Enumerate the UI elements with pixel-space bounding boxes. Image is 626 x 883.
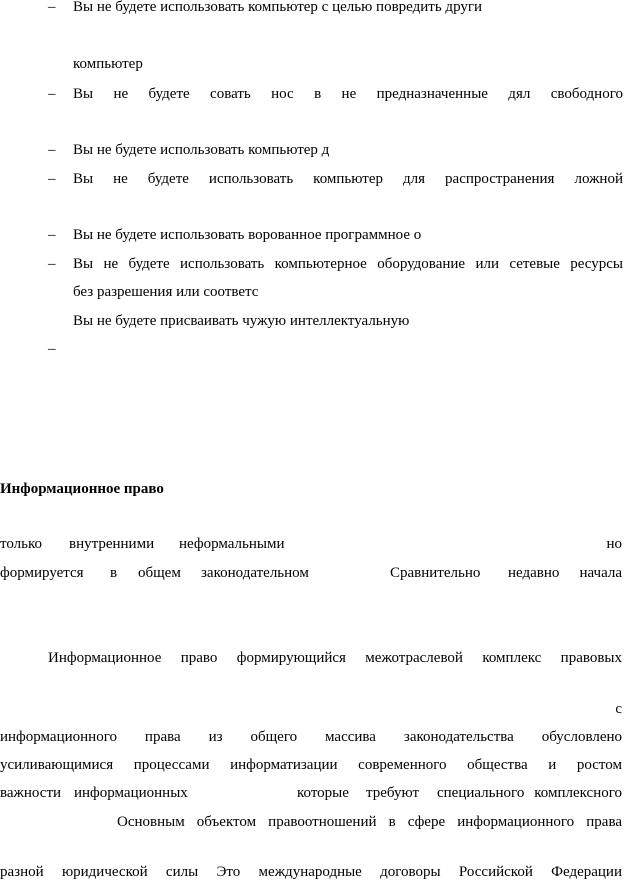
list-dash: – — [48, 256, 56, 272]
list-item: Вы не будете использовать компьютерное оборудование или сетевые ресурсы — [73, 256, 623, 272]
list-item-continuation: компьютер — [73, 56, 143, 72]
list-dash: – — [48, 142, 56, 158]
section-heading: Информационное право — [0, 481, 164, 497]
list-dash: – — [48, 171, 56, 187]
paragraph-fragment: с — [615, 701, 622, 717]
paragraph-line: только внутренними неформальными но — [0, 536, 622, 552]
paragraph-line: Информационное право формирующийся межотраслевой комплекс правовых — [48, 650, 622, 666]
list-dash: – — [48, 227, 56, 243]
list-item: Вы не будете использовать компьютер д — [73, 142, 330, 158]
paragraph-line: Основным объектом правоотношений в сфере информационного права — [117, 814, 622, 830]
list-dash: – — [48, 0, 56, 15]
paragraph-line: важности информационных которые требуют специального комплексного — [0, 785, 622, 801]
list-item-continuation: без разрешения или соответс — [73, 284, 259, 300]
list-item: Вы не будете использовать ворованное программное о — [73, 227, 422, 243]
list-item: Вы не будете использовать компьютер для распространения ложной — [73, 171, 623, 187]
list-dash: – — [48, 341, 56, 357]
list-dash: – — [48, 86, 56, 102]
paragraph-line: информационного права из общего массива законодательства обусловлено — [0, 729, 622, 745]
list-item-continuation: Вы не будете присваивать чужую интеллектуальную — [73, 313, 410, 329]
list-item: Вы не будете использовать компьютер с целью повредить други — [73, 0, 483, 15]
list-item: Вы не будете совать нос в не предназначенные дял свободного — [73, 86, 623, 102]
paragraph-line: разной юридической силы Это международные договоры Российской Федерации — [0, 864, 622, 880]
paragraph-line: формируется в общем законодательном Сравнительно недавно начала — [0, 565, 622, 581]
paragraph-line: усиливающимися процессами информатизации современного общества и ростом — [0, 757, 622, 773]
